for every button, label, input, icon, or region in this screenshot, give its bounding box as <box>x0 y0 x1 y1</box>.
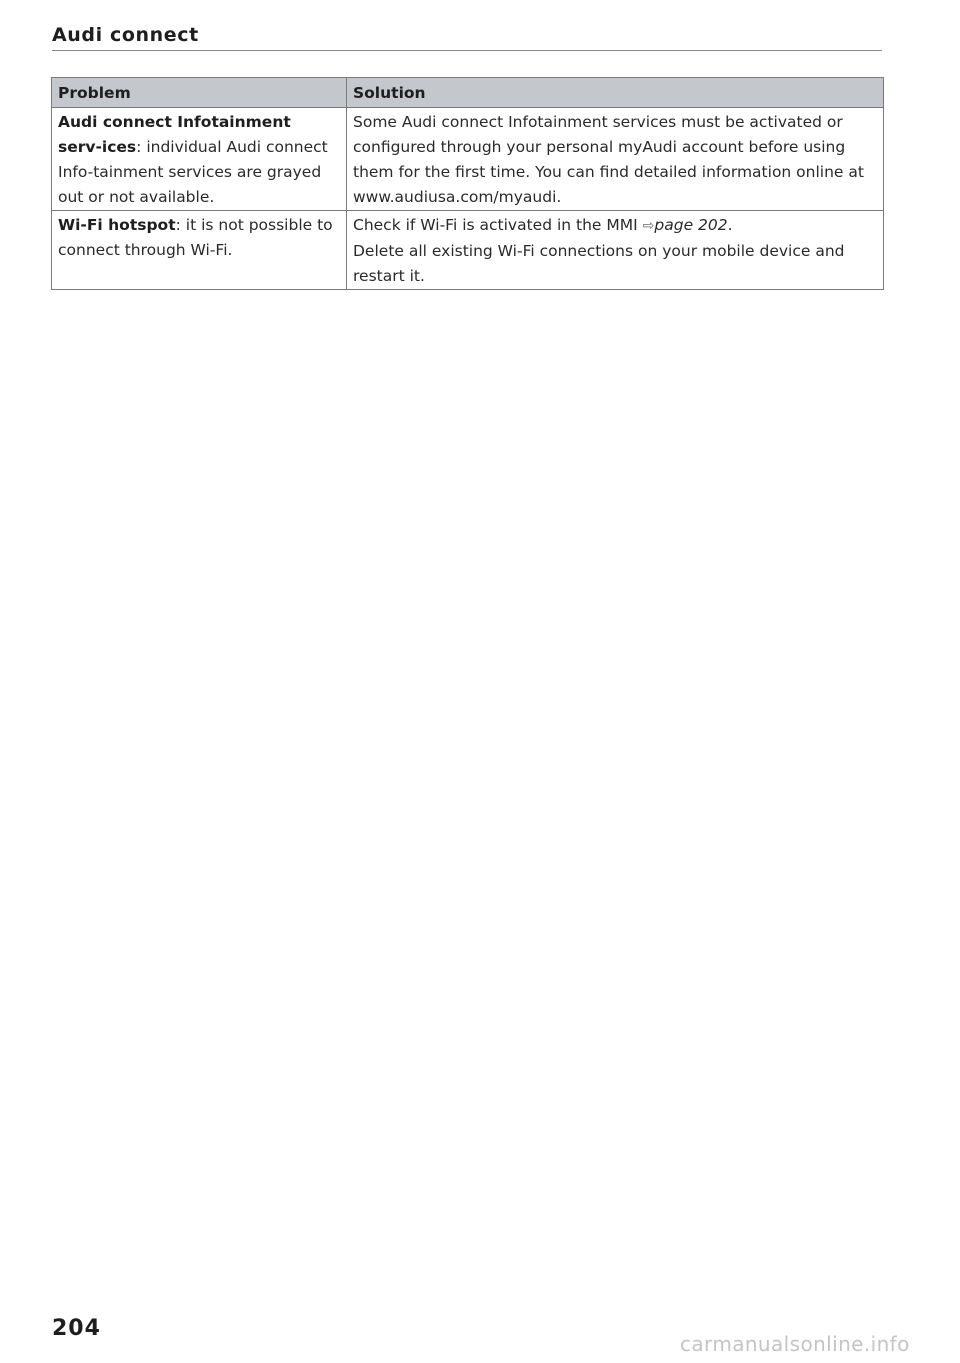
section-title: Audi connect <box>52 24 199 46</box>
troubleshooting-table <box>51 77 884 290</box>
problem-cell <box>52 211 347 290</box>
solution-cell <box>347 211 884 290</box>
title-divider <box>52 50 882 51</box>
solution-text-end: . <box>727 216 733 234</box>
page-ref-arrow-icon: ⇨ <box>642 218 655 234</box>
column-header-solution: Solution <box>347 78 884 108</box>
solution-cell <box>347 108 884 211</box>
problem-description: : individual Audi connect Info-tainment services are grayed out or not available. <box>58 138 328 206</box>
problem-term: Wi-Fi hotspot <box>58 216 176 234</box>
solution-text: Check if Wi-Fi is activated in the MMI <box>353 216 638 234</box>
column-header-problem: Problem <box>52 78 347 108</box>
table-header-row <box>52 78 884 108</box>
problem-description: : it is not possible to connect through Wi-Fi. <box>58 216 333 259</box>
page-reference-link[interactable]: page 202 <box>654 216 728 234</box>
table-row <box>52 108 884 211</box>
table-row <box>52 211 884 290</box>
solution-line-delete: Delete all existing Wi-Fi connections on your mobile device and restart it. <box>353 242 845 285</box>
watermark: carmanualsonline.info <box>680 1332 910 1356</box>
solution-text: Some Audi connect Infotainment services must be activated or configured through your personal myAudi account before using them for the first time. You can find detailed information online at www.audiusa.com/myaudi. <box>353 113 864 206</box>
page-number: 204 <box>52 1316 101 1341</box>
solution-line-check <box>353 213 877 239</box>
problem-term: Audi connect Infotainment serv-ices <box>58 113 291 156</box>
problem-cell <box>52 108 347 211</box>
